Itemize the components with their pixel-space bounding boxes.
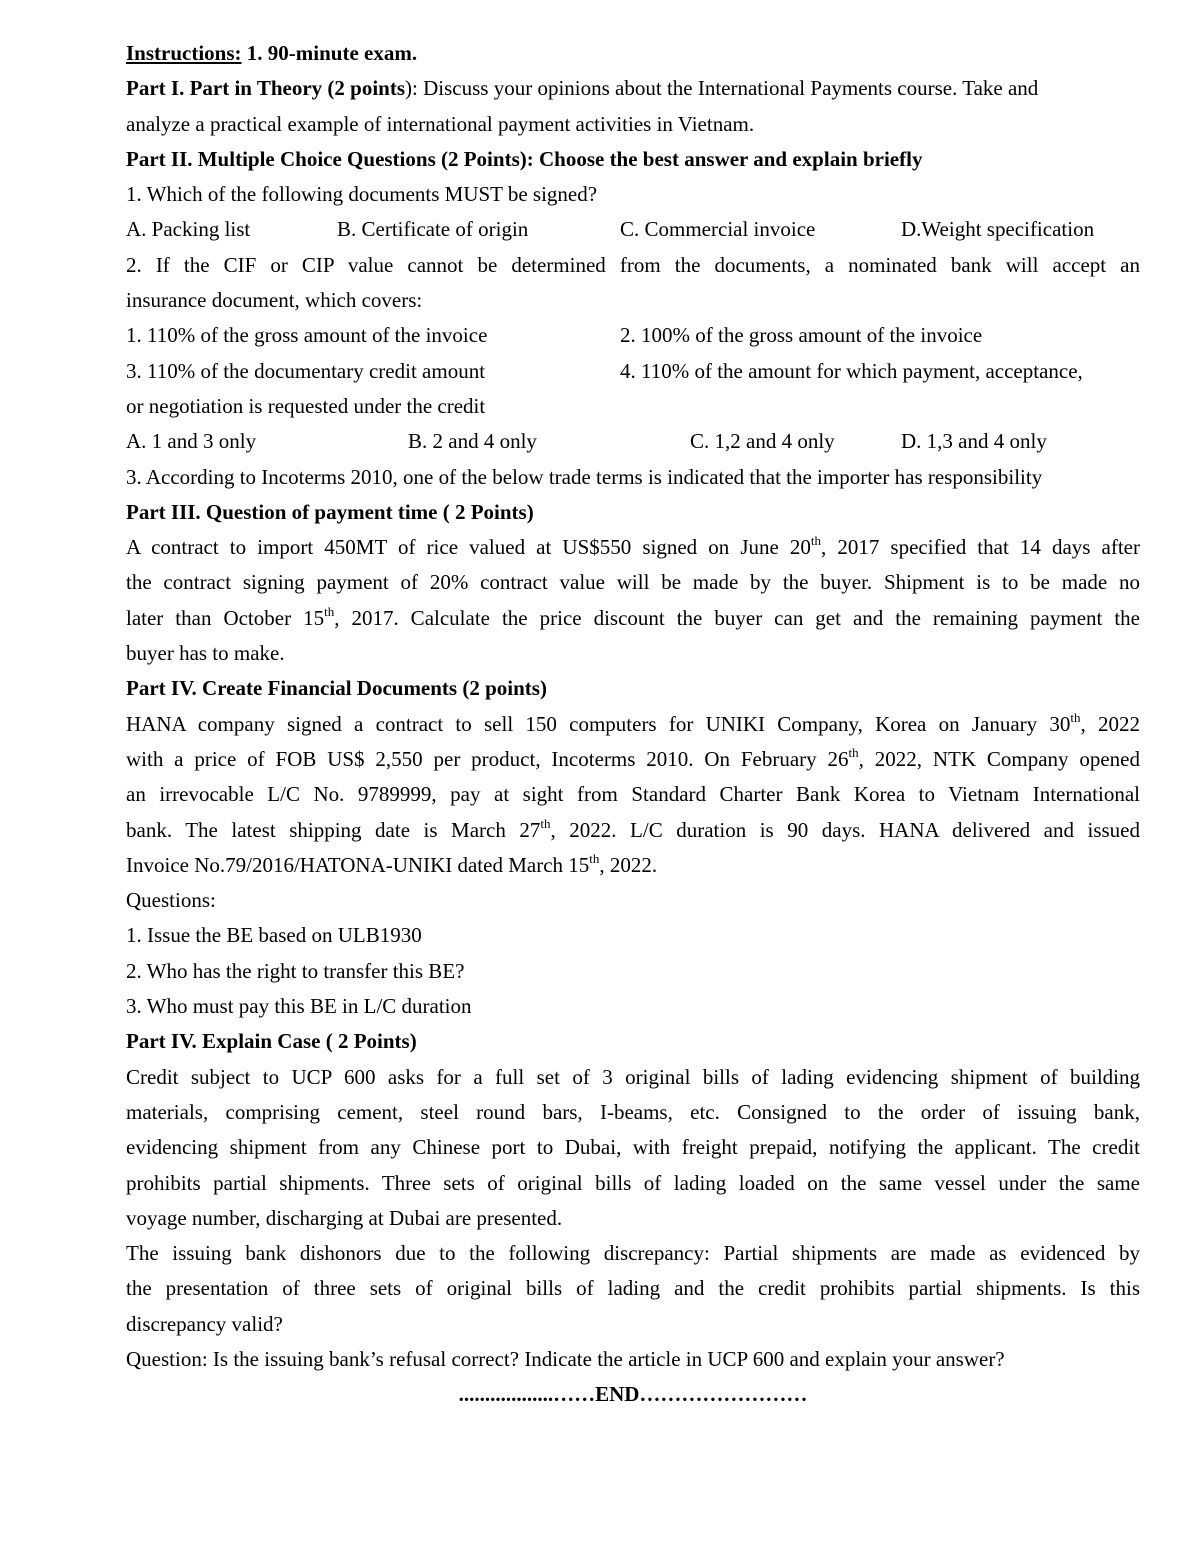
part4-l2-text: with a price of FOB US$ 2,550 per product, Incoterms 2010. On February 26 (126, 746, 849, 771)
part5-question: Question: Is the issuing bank’s refusal correct? Indicate the article in UCP 600 and explain your answer? (126, 1346, 1005, 1371)
part3-l3-text-b: , 2017. Calculate the price discount the buyer can get and the remaining payment the (334, 605, 1141, 630)
part4-line3: an irrevocable L/C No. 9789999, pay at sight from Standard Charter Bank Korea to Vietnam International (126, 782, 1140, 807)
part3-line1 (126, 530, 1140, 565)
part5-line1: Credit subject to UCP 600 asks for a full set of 3 original bills of lading evidencing shipment of building (126, 1064, 1140, 1089)
part3-l1-sup: th (810, 533, 822, 549)
part5-line8: discrepancy valid? (126, 1311, 283, 1336)
part4-l5-text: Invoice No.79/2016/HATONA-UNIKI dated March 15 (126, 852, 590, 877)
part2-q2-line2: insurance document, which covers: (126, 288, 423, 313)
instructions-text: 1. 90-minute exam. (241, 41, 418, 65)
part2-q2-items-row2 (126, 354, 1140, 389)
part4-l2-text-b: , 2022, NTK Company opened (858, 746, 1141, 771)
part4-l5-sup: th (589, 850, 600, 866)
q2-item-1: 1. 110% of the gross amount of the invoice (126, 323, 488, 348)
part4-l4-text-b: , 2022. L/C duration is 90 days. HANA delivered and issued (550, 817, 1140, 842)
instructions-line (126, 36, 1140, 71)
part4-question-3: 3. Who must pay this BE in L/C duration (126, 994, 472, 1019)
part4-l1-text: HANA company signed a contract to sell 150 computers for UNIKI Company, Korea on January 30 (126, 711, 1071, 736)
part4-line1 (126, 707, 1140, 742)
part4-l4-text: bank. The latest shipping date is March 27 (126, 817, 541, 842)
part1-heading-paren: ) (405, 76, 413, 101)
part3-l1-text-b: , 2017 specified that 14 days after (821, 535, 1140, 560)
part3-l3-text: later than October 15 (126, 605, 325, 630)
part4-line4 (126, 813, 1140, 848)
q2-option-d: D. 1,3 and 4 only (901, 429, 1047, 454)
part2-q2-line1: 2. If the CIF or CIP value cannot be determined from the documents, a nominated bank will accept an (126, 252, 1140, 277)
part3-l1-text: A contract to import 450MT of rice valued at US$550 signed on June 20 (126, 535, 811, 560)
part3-line4: buyer has to make. (126, 641, 285, 666)
q2-item-2: 2. 100% of the gross amount of the invoice (620, 323, 983, 348)
part4-heading: Part IV. Create Financial Documents (2 points) (126, 676, 547, 701)
q1-option-b: B. Certificate of origin (337, 217, 529, 242)
part1-text: : Discuss your opinions about the International Payments course. Take and (412, 76, 1039, 101)
part3-line2: the contract signing payment of 20% contract value will be made by the buyer. Shipment is to be made no (126, 570, 1140, 595)
q2-item-4: 4. 110% of the amount for which payment, acceptance, (620, 358, 1083, 383)
part1-line (126, 71, 1140, 106)
part5-heading: Part IV. Explain Case ( 2 Points) (126, 1029, 417, 1054)
q2-option-b: B. 2 and 4 only (408, 429, 537, 454)
q2-item-3: 3. 110% of the documentary credit amount (126, 358, 486, 383)
q2-option-c: C. 1,2 and 4 only (690, 429, 835, 454)
part4-line5 (126, 848, 1140, 883)
part1-line2: analyze a practical example of international payment activities in Vietnam. (126, 111, 755, 136)
q1-option-d: D.Weight specification (901, 217, 1095, 242)
end-marker: ..................……END…………………… (458, 1382, 808, 1407)
part5-line5: voyage number, discharging at Dubai are presented. (126, 1205, 563, 1230)
part4-question-2: 2. Who has the right to transfer this BE? (126, 958, 465, 983)
part5-line4: prohibits partial shipments. Three sets of original bills of lading loaded on the same vessel under the same (126, 1170, 1140, 1195)
part3-line3 (126, 601, 1140, 636)
part4-questions-label: Questions: (126, 888, 216, 913)
part4-l4-sup: th (540, 815, 551, 831)
part4-line2 (126, 742, 1140, 777)
part2-q2-items-row1 (126, 318, 1140, 353)
part1-heading: Part I. Part in Theory (2 points (126, 76, 406, 101)
part2-q3: 3. According to Incoterms 2010, one of the below trade terms is indicated that the importer has responsibility (126, 464, 1043, 489)
part5-line3: evidencing shipment from any Chinese port to Dubai, with freight prepaid, notifying the applicant. The credit (126, 1135, 1140, 1160)
part2-heading: Part II. Multiple Choice Questions (2 Points): Choose the best answer and explain briefly (126, 146, 923, 171)
q1-option-c: C. Commercial invoice (620, 217, 816, 242)
part5-line7: the presentation of three sets of original bills of lading and the credit prohibits partial shipments. Is this (126, 1276, 1140, 1301)
q2-option-a: A. 1 and 3 only (126, 429, 257, 454)
exam-document (126, 36, 1140, 1413)
part3-l3-sup: th (324, 603, 335, 619)
part4-l5-text-b: , 2022. (599, 852, 658, 877)
q2-item-4-cont: or negotiation is requested under the credit (126, 393, 486, 418)
part4-l1-text-b: , 2022 (1080, 711, 1141, 736)
q1-option-a: A. Packing list (126, 217, 251, 242)
part4-l1-sup: th (1070, 709, 1081, 725)
part4-question-1: 1. Issue the BE based on ULB1930 (126, 923, 422, 948)
part3-heading: Part III. Question of payment time ( 2 Points) (126, 499, 534, 524)
part5-line6: The issuing bank dishonors due to the following discrepancy: Partial shipments are made as evidenced by (126, 1241, 1140, 1266)
part5-line2: materials, comprising cement, steel round bars, I-beams, etc. Consigned to the order of issuing bank, (126, 1099, 1140, 1124)
part2-q1-options (126, 212, 1140, 247)
part2-q1: 1. Which of the following documents MUST be signed? (126, 182, 598, 207)
part4-l2-sup: th (848, 744, 859, 760)
instructions-label: Instructions: (126, 41, 242, 65)
part2-q2-options (126, 424, 1140, 459)
